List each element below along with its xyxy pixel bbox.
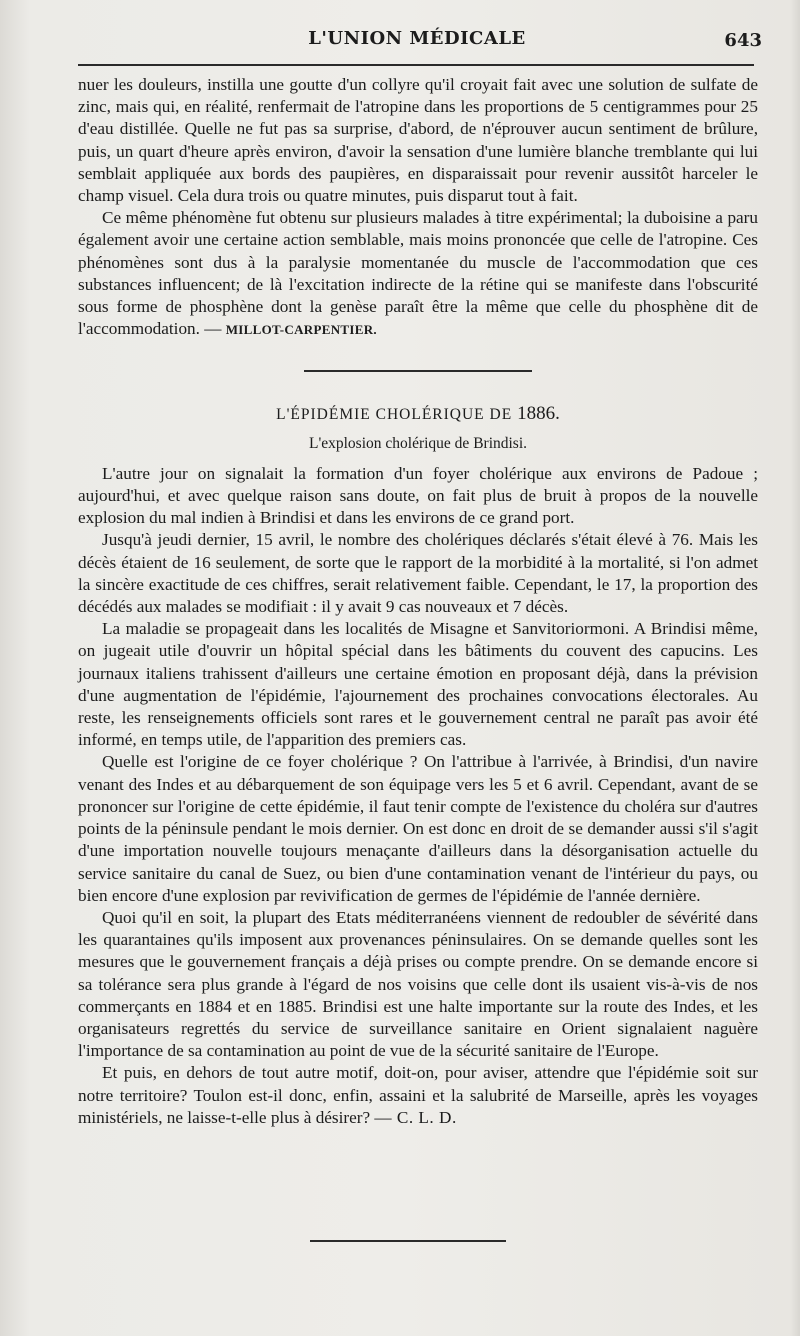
article2-paragraph-3: La maladie se propageait dans les localités de Misagne et Sanvitoriormoni. A Brindisi même, on jugeait utile d'ouvrir un hôpital spécial dans les bâtiments du couvent des capucins. Les journaux italiens trahissent d'ailleurs une certaine émotion en proposant déjà, dans la prévision d'une augmentation de l'épidémie, l'ajournement des prochaines convocations électorales. Au reste, les renseignements officiels sont rares et le gouvernement central ne paraît pas avoir été informé, en temps utile, de l'apparition des premiers cas. [78,619,758,750]
article2-paragraph-6 [78,1062,758,1129]
article2-signoff: — C. L. D. [374,1107,457,1127]
article1-paragraph-2 [78,207,758,341]
bottom-divider [310,1240,506,1242]
journal-title: L'UNION MÉDICALE [308,28,526,49]
section-divider [304,370,532,372]
article2-paragraph-4: Quelle est l'origine de ce foyer cholérique ? On l'attribue à l'arrivée, à Brindisi, d'un navire venant des Indes et au débarquement de son équipage vers les 5 et 6 avril. Cependant, avant de se prononcer sur l'origine de cette épidémie, il faut tenir compte de l'existence du choléra sur d'autres points de la péninsule pendant le mois dernier. On est donc en droit de se demander aussi s'il s'agit d'une importation nouvelle toujours menaçante d'ailleurs dans la désorganisation actuelle du service sanitaire du canal de Suez, ou bien d'une contamination venant de l'intérieur du pays, ou bien encore d'une explosion par revivification de germes de l'épidémie de l'année dernière. [78,752,758,905]
page-body [78,74,758,1129]
article2-title [78,403,758,426]
article2-paragraph-6-text: Et puis, en dehors de tout autre motif, doit-on, pour aviser, attendre que l'épidémie soit sur notre territoire? Toulon est-il donc, enfin, assaini et la salubrité de Marseille, après les voyages ministériels, ne laisse-t-elle plus à désirer? [78,1063,758,1127]
article2-paragraph-5: Quoi qu'il en soit, la plupart des Etats méditerranéens viennent de redoubler de sévérité dans les quarantaines qu'ils imposent aux provenances péninsulaires. On se demande quelles sont les mesures que le gouvernement français a déjà prises ou compte prendre. On se demande encore si sa tolérance sera plus grande à l'égard de nos voisins que celle dont ils usaient vis-à-vis de nos commerçants en 1884 et en 1885. Brindisi est une halte importante sur la route des Indes, et les organisateurs regrettés du service de surveillance sanitaire en Orient signalaient naguère l'importance de sa contamination au point de vue de la sécurité sanitaire de l'Europe. [78,907,758,1061]
header-rule [78,64,754,66]
article2-paragraph-2: Jusqu'à jeudi dernier, 15 avril, le nombre des cholériques déclarés s'était élevé à 76. Mais les décès étaient de 16 seulement, de sorte que le rapport de la morbidité à la mortalité, si l'on admet la sincère exactitude de ces chiffres, serait relativement faible. Cependant, le 17, la proportion des décédés aux malades se modifiait : il y avait 9 cas nouveaux et 7 décès. [78,530,758,617]
article1-paragraph-1: nuer les douleurs, instilla une goutte d'un collyre qu'il croyait fait avec une solution de sulfate de zinc, mais qui, en réalité, renfermait de l'atropine dans les proportions de 5 centigrammes pour 25 d'eau distillée. Quelle ne fut pas sa surprise, d'abord, de n'éprouver aucun sentiment de brûlure, puis, un quart d'heure après environ, d'avoir la sensation d'une lumière blanche tremblante qui lui semblait appliquée aux bords des paupières, en disparaissait pour revenir aussitôt harceler le champ visuel. Cela dura trois ou quatre minutes, puis disparut tout à fait. [78,75,758,206]
article2-subtitle: L'explosion cholérique de Brindisi. [308,434,528,452]
page-number: 643 [724,30,762,51]
author-signature: MILLOT-CARPENTIER. [225,322,377,338]
running-header [72,28,762,58]
article2-title-year: 1886. [517,403,560,425]
article2-title-text: L'ÉPIDÉMIE CHOLÉRIQUE DE [276,406,513,424]
article1-paragraph-2-text: Ce même phénomène fut obtenu sur plusieurs malades à titre expérimental; la duboisine a paru également avoir une certaine action semblable, mais moins prononcée que celle de l'atropine. Ces phénomènes sont dus à la paralysie momentanée du muscle de l'accommodation que ces substances influencent; de là l'excitation indirecte de la rétine qui se manifeste dans l'obscurité sous forme de phosphène dont la genèse paraît être la même que celle du phosphène dit de l'accommodation. — [78,208,758,339]
article2-paragraph-1: L'autre jour on signalait la formation d'un foyer cholérique aux environs de Padoue ; aujourd'hui, et avec quelque raison sans doute, on fait plus de bruit à propos de la nouvelle explosion du mal indien à Brindisi et dans les environs de ce grand port. [78,463,758,528]
